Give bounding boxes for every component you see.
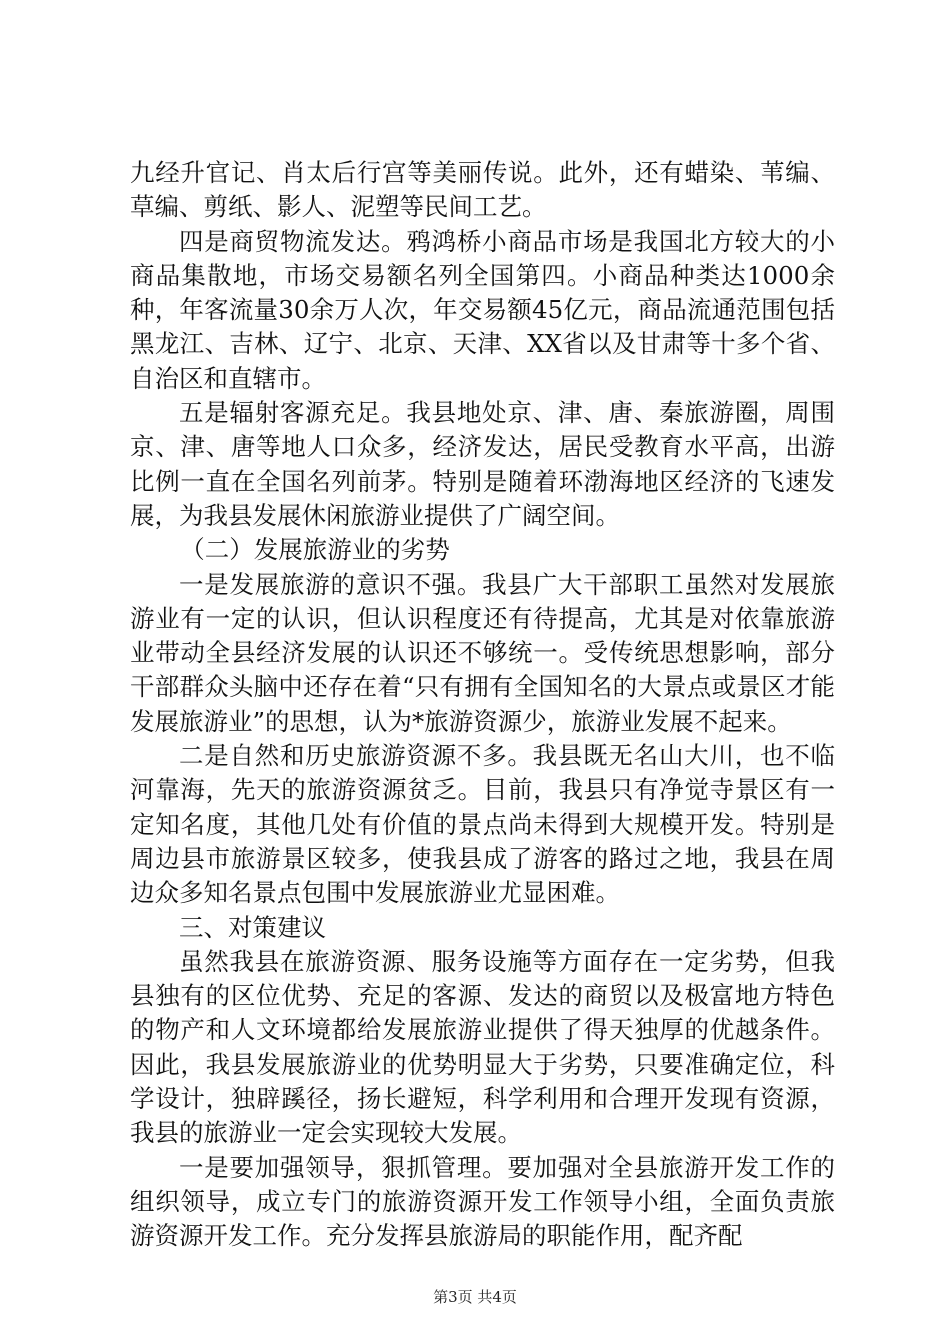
page-number-footer: 第3页 共4页 bbox=[433, 1288, 517, 1306]
section-heading-countermeasures: 三、对策建议 bbox=[179, 912, 326, 942]
paragraph-visitor-source: 五是辐射客源充足。我县地处京、津、唐、秦旅游圈，周围京、津、唐等地人口众多，经济发达，居民受教育水平高，出游比例一直在全国名列前茅。特别是随着环渤海地区经济的飞速发展，为我县发展休闲旅游业提供了广阔空间。 bbox=[130, 398, 835, 530]
paragraph-commerce-logistics: 四是商贸物流发达。鸦鸿桥小商品市场是我国北方较大的小商品集散地，市场交易额名列全国第四。小商品种类达1000余种，年客流量30余万人次，年交易额45亿元，商品流通范围包括黑龙江、吉林、辽宁、北京、天津、XX省以及甘肃等十多个省、自治区和直辖市。 bbox=[130, 226, 835, 393]
paragraph-folk-crafts: 九经升官记、肖太后行宫等美丽传说。此外，还有蜡染、苇编、草编、剪纸、影人、泥塑等民间工艺。 bbox=[130, 158, 835, 222]
paragraph-leadership: 一是要加强领导，狠抓管理。要加强对全县旅游开发工作的组织领导，成立专门的旅游资源开发工作领导小组，全面负责旅游资源开发工作。充分发挥县旅游局的职能作用，配齐配 bbox=[130, 1152, 835, 1251]
section-heading-disadvantages: （二）发展旅游业的劣势 bbox=[180, 535, 450, 565]
document-body bbox=[130, 156, 835, 1254]
paragraph-awareness: 一是发展旅游的意识不强。我县广大干部职工虽然对发展旅游业有一定的认识，但认识程度还有待提高，尤其是对依靠旅游业带动全县经济发展的认识还不够统一。受传统思想影响，部分干部群众头脑中还存在着“只有拥有全国知名的大景点或景区才能发展旅游业”的思想，认为*旅游资源少，旅游业发展不起来。 bbox=[130, 569, 835, 736]
paragraph-resources: 二是自然和历史旅游资源不多。我县既无名山大川，也不临河靠海，先天的旅游资源贫乏。目前，我县只有净觉寺景区有一定知名度，其他几处有价值的景点尚未得到大规模开发。特别是周边县市旅游景区较多，使我县成了游客的路过之地，我县在周边众多知名景点包围中发展旅游业尤显困难。 bbox=[130, 741, 835, 908]
paragraph-conditions: 虽然我县在旅游资源、服务设施等方面存在一定劣势，但我县独有的区位优势、充足的客源、发达的商贸以及极富地方特色的物产和人文环境都给发展旅游业提供了得天独厚的优越条件。因此，我县发展旅游业的优势明显大于劣势，只要准确定位，科学设计，独辟蹊径，扬长避短，科学利用和合理开发现有资源，我县的旅游业一定会实现较大发展。 bbox=[130, 946, 835, 1148]
